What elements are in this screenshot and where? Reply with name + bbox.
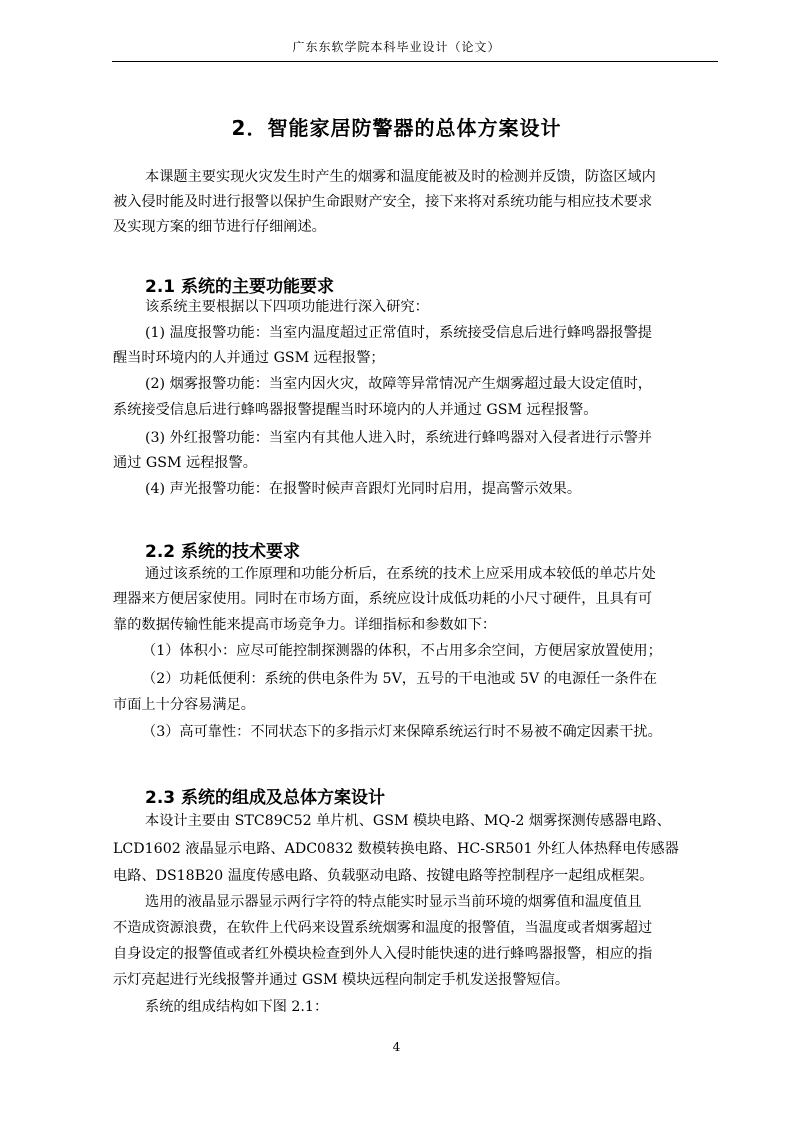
section-2-3-line: LCD1602 液晶显示电路、ADC0832 数模转换电路、HC-SR501 外红人体热释电传感器 — [113, 841, 679, 857]
intro-line: 本课题主要实现火灾发生时产生的烟雾和温度能被及时的检测并反馈，防盗区域内 — [145, 169, 656, 185]
section-2-2-line: 市面上十分容易满足。 — [113, 697, 255, 713]
section-2-3-line: 系统的组成结构如下图 2.1： — [145, 999, 329, 1015]
page-number: 4 — [392, 1040, 401, 1054]
section-2-1-line: 醒当时环境内的人并通过 GSM 远程报警； — [113, 350, 385, 366]
section-2-2-line: 理器来方便居家使用。同时在市场方面，系统应设计成低功耗的小尺寸硬件，且具有可 — [113, 591, 653, 607]
section-2-2-line: （1）体积小：应尽可能控制探测器的体积，不占用多余空间，方便居家放置使用； — [142, 643, 662, 659]
section-2-3-line: 不造成资源浪费，在软件上代码来设置系统烟雾和温度的报警值，当温度或者烟雾超过 — [113, 920, 653, 936]
running-header: 广东东软学院本科毕业设计（论文） — [292, 40, 501, 54]
section-2-3-line: 本设计主要由 STC89C52 单片机、GSM 模块电路、MQ-2 烟雾探测传感器电路、 — [145, 813, 671, 829]
section-2-2-line: （2）功耗低便利：系统的供电条件为 5V，五号的干电池或 5V 的电源任一条件在 — [142, 671, 658, 687]
section-heading-2-2: 2.2 系统的技术要求 — [145, 542, 301, 562]
section-2-1-line: (2) 烟雾报警功能：当室内因火灾，故障等异常情况产生烟雾超过最大设定值时， — [145, 376, 652, 392]
chapter-title: 2．智能家居防警器的总体方案设计 — [231, 116, 562, 140]
intro-line: 被入侵时能及时进行报警以保护生命跟财产安全，接下来将对系统功能与相应技术要求 — [113, 194, 653, 210]
section-2-2-line: （3）高可靠性：不同状态下的多指示灯来保障系统运行时不易被不确定因素干扰。 — [142, 724, 662, 740]
section-2-1-line: 系统接受信息后进行蜂鸣器报警提醒当时环境内的人并通过 GSM 远程报警。 — [113, 402, 598, 418]
section-2-1-line: (3) 外红报警功能：当室内有其他人进入时，系统进行蜂鸣器对入侵者进行示警并 — [145, 430, 652, 446]
section-2-2-line: 靠的数据传输性能来提高市场竞争力。详细指标和参数如下： — [113, 617, 497, 633]
header-divider — [112, 61, 718, 62]
section-2-3-line: 选用的液晶显示器显示两行字符的特点能实时显示当前环境的烟雾值和温度值且 — [145, 894, 642, 910]
section-2-3-line: 自身设定的报警值或者红外模块检查到外人入侵时能快速的进行蜂鸣器报警，相应的指 — [113, 946, 653, 962]
section-2-3-line: 示灯亮起进行光线报警并通过 GSM 模块远程向制定手机发送报警短信。 — [113, 972, 570, 988]
section-2-1-line: (4) 声光报警功能：在报警时候声音跟灯光同时启用，提高警示效果。 — [145, 481, 582, 497]
section-2-1-line: 通过 GSM 远程报警。 — [113, 455, 257, 471]
section-heading-2-1: 2.1 系统的主要功能要求 — [145, 277, 335, 297]
section-heading-2-3: 2.3 系统的组成及总体方案设计 — [145, 788, 386, 808]
intro-line: 及实现方案的细节进行仔细阐述。 — [113, 219, 326, 235]
section-2-1-line: (1) 温度报警功能：当室内温度超过正常值时，系统接受信息后进行蜂鸣器报警提 — [145, 325, 652, 341]
section-2-2-line: 通过该系统的工作原理和功能分析后，在系统的技术上应采用成本较低的单芯片处 — [145, 566, 656, 582]
section-2-1-line: 该系统主要根据以下四项功能进行深入研究： — [145, 299, 429, 315]
section-2-3-line: 电路、DS18B20 温度传感电路、负载驱动电路、按键电路等控制程序一起组成框架。 — [113, 868, 654, 884]
